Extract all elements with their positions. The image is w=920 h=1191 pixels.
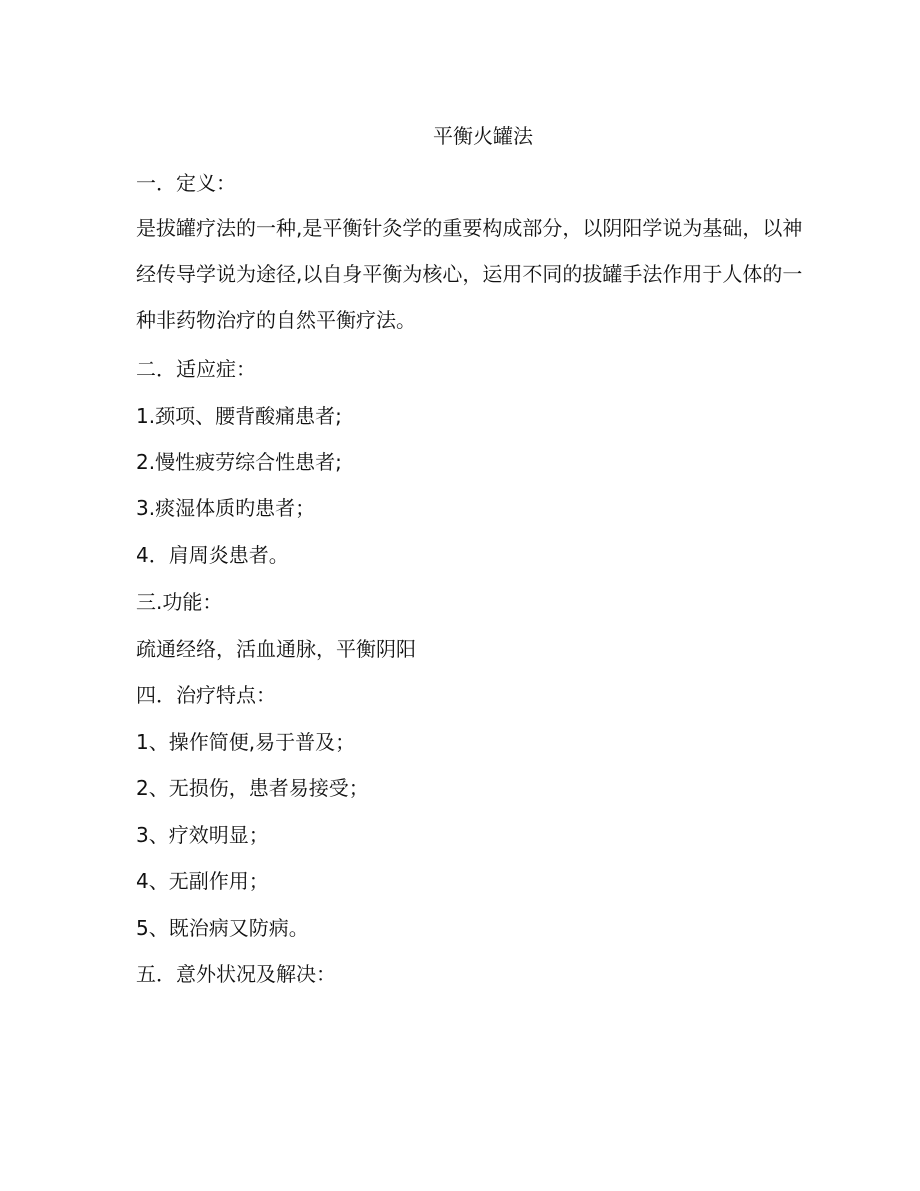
indication-item: 2.慢性疲劳综合性患者; [136,450,342,474]
definition-line: 经传导学说为途径,以自身平衡为核心，运用不同的拔罐手法作用于人体的一 [136,262,803,286]
feature-item: 1、操作简便,易于普及； [136,730,356,754]
definition-line: 是拔罐疗法的一种,是平衡针灸学的重要构成部分，以阴阳学说为基础，以神 [136,216,803,240]
feature-item: 3、疗效明显； [136,823,269,847]
section-heading-definition: 一．定义： [136,171,236,195]
definition-paragraph [136,213,836,351]
section-heading-functions: 三.功能： [136,590,223,614]
feature-item: 2、无损伤，患者易接受； [136,776,369,800]
document-title: 平衡火罐法 [433,124,533,148]
indication-item: 1.颈项、腰背酸痛患者; [136,404,342,428]
definition-line: 种非药物治疗的自然平衡疗法。 [136,308,416,332]
indication-item: 3.痰湿体质旳患者； [136,496,316,520]
section-heading-accidents: 五．意外状况及解决： [136,962,336,986]
feature-item: 5、既治病又防病。 [136,916,309,940]
indication-item: 4．肩周炎患者。 [136,543,289,567]
functions-text: 疏通经络，活血通脉，平衡阴阳 [136,637,416,661]
section-heading-features: 四．治疗特点： [136,683,276,707]
feature-item: 4、无副作用； [136,869,269,893]
section-heading-indications: 二．适应症： [136,357,256,381]
